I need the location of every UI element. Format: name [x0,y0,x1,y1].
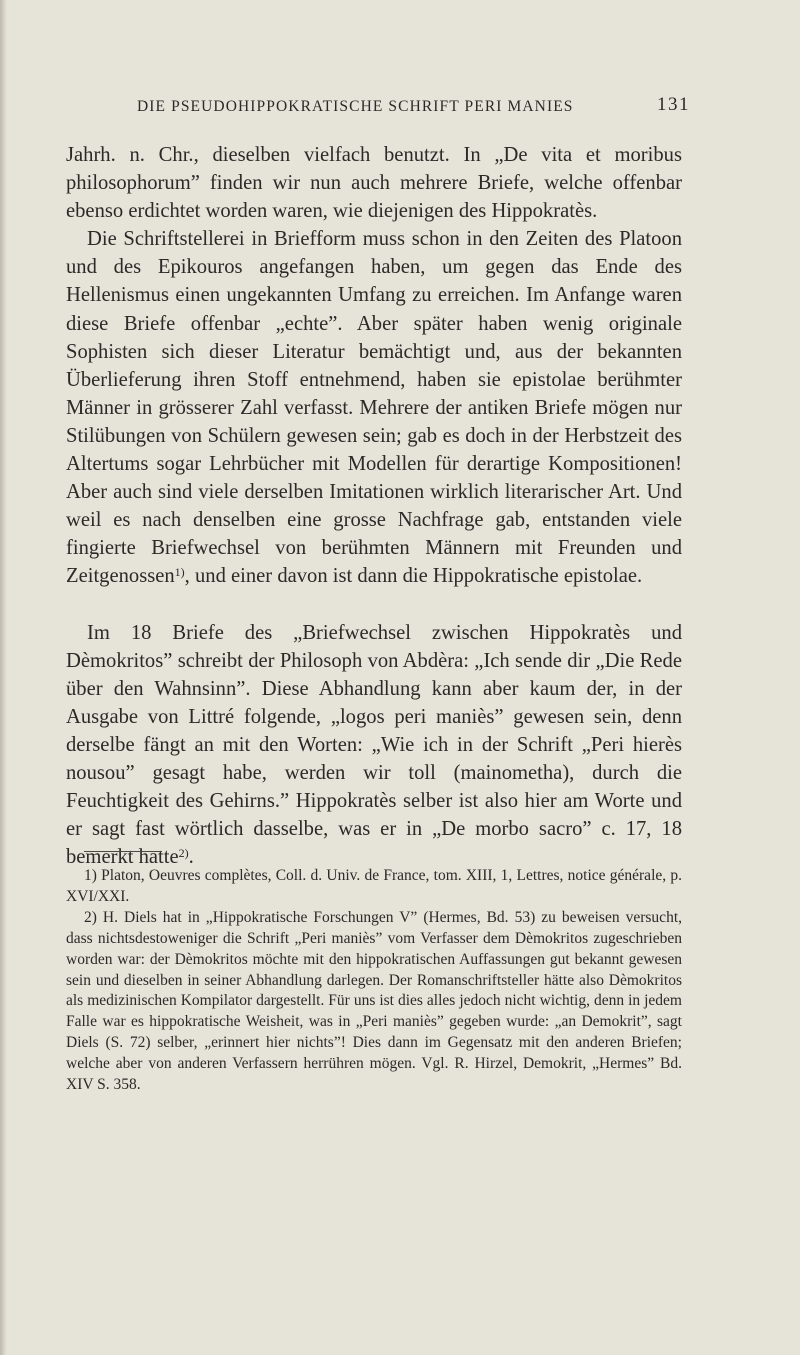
footnotes [66,866,682,1096]
paragraph-3-end: . [188,846,194,869]
footnote-separator [84,851,162,852]
paragraph-2 [66,225,682,590]
paragraph-3 [66,619,682,872]
paragraph-1: Jahrh. n. Chr., dieselben vielfach benutzt. In „De vita et moribus philosophorum” finden wir nun auch mehrere Briefe, welche offenbar ebenso erdichtet worden waren, wie diejenigen des Hippokratès. [66,144,682,223]
footnote-1: 1) Platon, Oeuvres complètes, Coll. d. Univ. de France, tom. XIII, 1, Lettres, notice générale, p. XVI/XXI. [66,867,682,905]
page-number: 131 [657,94,690,115]
paragraph-2-text: Die Schriftstellerei in Briefform muss schon in den Zeiten des Platoon und des Epikouros angefangen haben, um gegen das Ende des Hellenismus einen ungekannten Umfang zu erreichen. Im Anfange waren diese Briefe offenbar „echte”. Aber später haben wenig originale Sophisten sich dieser Literatur bemächtigt und, aus der bekannten Überlieferung ihren Stoff entnehmend, haben sie epistolae berühmter Männer in grösserer Zahl verfasst. Mehrere der antiken Briefe mögen nur Stilübungen von Schülern gewesen sein; gab es doch in der Herbstzeit des Altertums sogar Lehrbücher mit Modellen für derartige Kompositionen! Aber auch sind viele derselben Imitationen wirklich literarischer Art. Und weil es nach denselben eine grosse Nachfrage gab, entstanden viele fingierte Briefwechsel von berühmten Männern mit Freunden und Zeitgenossen [66,228,682,588]
running-head [137,94,690,117]
footnote-ref-1: 1) [174,565,185,580]
paragraph-3-text: Im 18 Briefe des „Briefwechsel zwischen Hippokratès und Dèmokritos” schreibt der Philosoph von Abdèra: „Ich sende dir „Die Rede über den Wahnsinn”. Diese Abhandlung kann aber kaum der, in der Ausgabe von Littré folgende, „logos peri maniès” gewesen sein, denn derselbe fängt an mit den Worten: „Wie ich in der Schrift „Peri hierès nousou” gesagt habe, werden wir toll (mainometha), durch die Feuchtigkeit des Gehirns.” Hippokratès selber ist also hier am Worte und er sagt fast wörtlich dasselbe, was er in „De morbo sacro” c. 17, 18 bemerkt hatte [66,621,682,869]
footnote-ref-2: 2) [178,846,189,861]
page-gutter-shadow [0,0,7,1355]
running-title: DIE PSEUDOHIPPOKRATISCHE SCHRIFT PERI MANIES [137,98,574,115]
paragraph-2-end: , und einer davon ist dann die Hippokratische epistolae. [184,565,643,588]
footnote-2: 2) H. Diels hat in „Hippokratische Forschungen V” (Hermes, Bd. 53) zu beweisen versucht, dass nichtsdestoweniger die Schrift „Peri maniès” vom Verfasser dem Dèmokritos zugeschrieben worden war: der Dèmokritos möchte mit den hippokratischen Auffassungen gut bekannt gewesen sein und dieselben in seiner Abhandlung darlegen. Der Romanschriftsteller hätte also Dèmokritos als medizinischen Kompilator dargestellt. Für uns ist dies alles jedoch nicht wichtig, denn in jedem Falle war es hippokratische Weisheit, was in „Peri maniès” gegeben wurde: „an Demokrit”, sagt Diels (S. 72) selber, „erinnert hier nichts”! Dies dann im Gegensatz mit den anderen Briefen; welche aber von anderen Verfassern herrühren mögen. Vgl. R. Hirzel, Demokrit, „Hermes” Bd. XIV S. 358. [66,908,682,1094]
body-text [66,141,682,871]
